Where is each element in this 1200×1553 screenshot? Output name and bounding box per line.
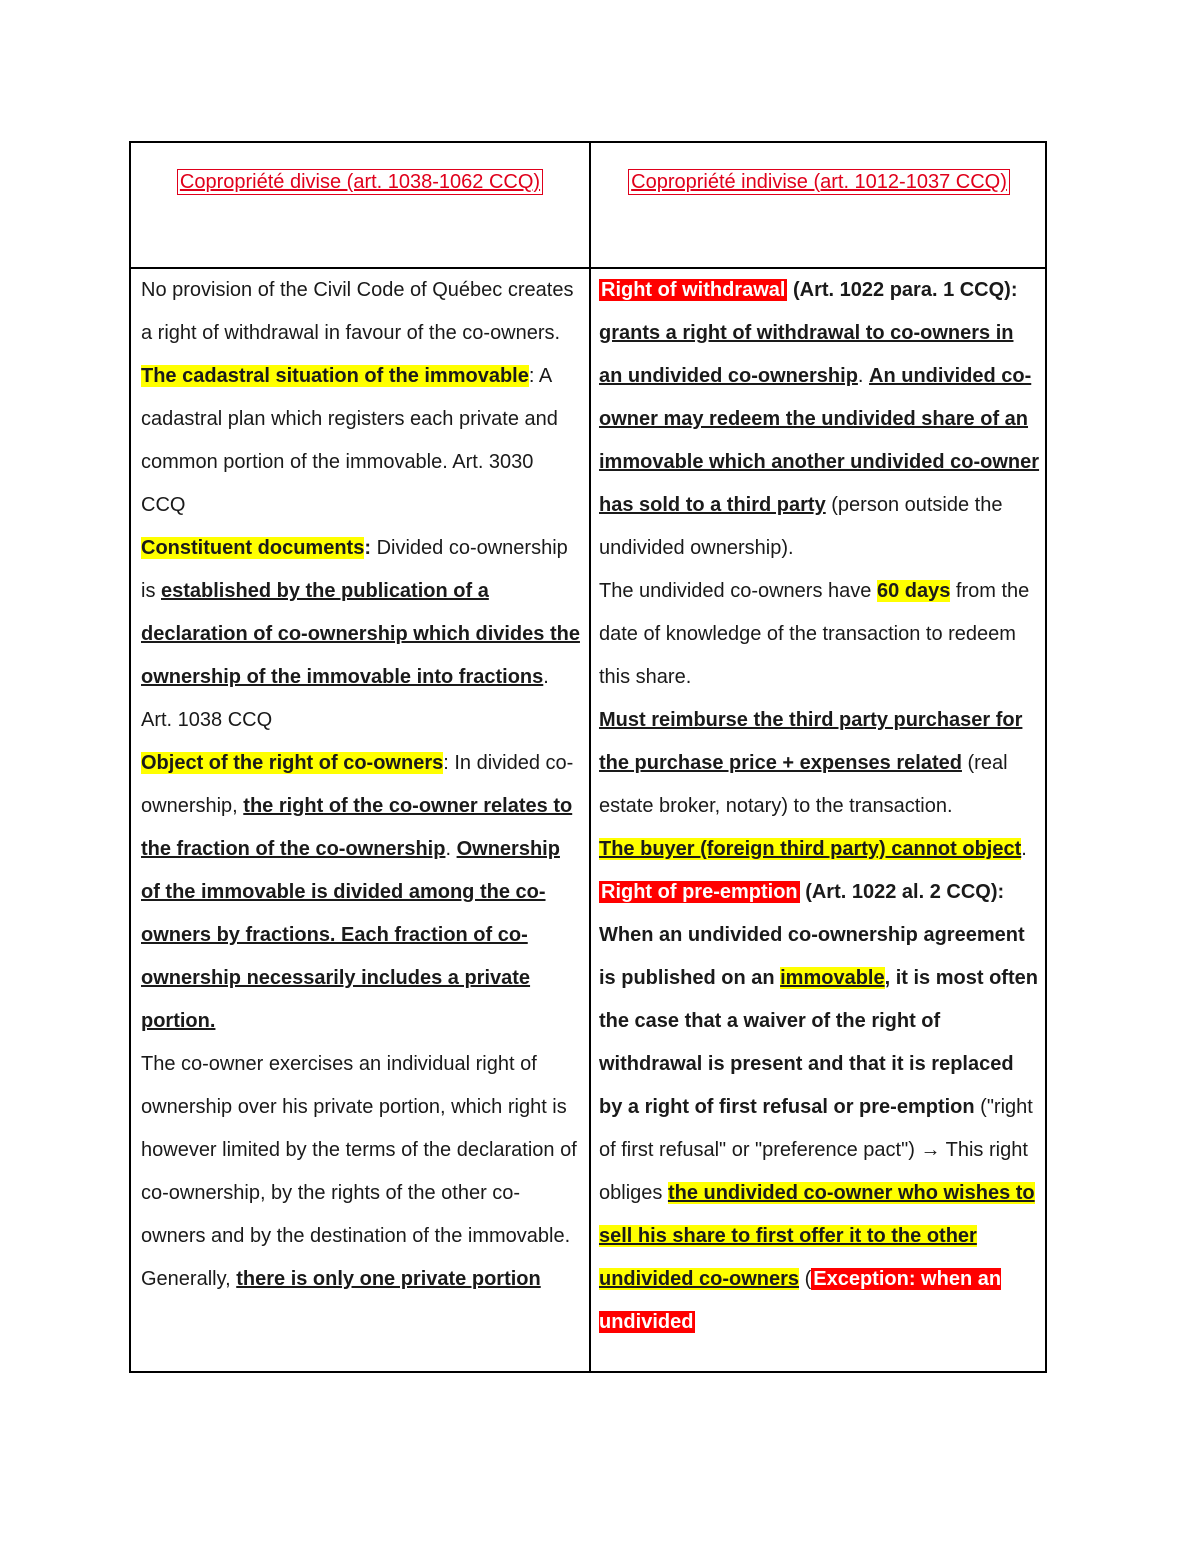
paragraph-cadastral: The cadastral situation of the immovable: A cadastral plan which registers each private and common portion of the immovable. Art. 3030 CCQ — [141, 365, 558, 516]
paragraph-right-of-preemption: Right of pre-emption (Art. 1022 al. 2 CCQ): When an undivided co-ownership agreement is published on an immovable, it is most often the case that a waiver of the right of withdrawal is present and that it is replaced by a right of first refusal or pre-emption ("right of first refusal" or "preference pact") → This right obliges the undivided co-owner who wishes to sell his share to first offer it to the other undivided co-owners ( Exception: when an undivided — [599, 881, 1038, 1333]
header-divided-coownership: Copropriété divise (art. 1038-1062 CCQ) — [131, 171, 589, 203]
paragraph-constituent-documents: Constituent documents: Divided co-ownership is established by the publication of a declaration of co-ownership which divides the ownership of the immovable into fractions. Art. 1038 CCQ — [141, 537, 580, 731]
paragraph-buyer-cannot-object: The buyer (foreign third party) cannot object. — [599, 838, 1027, 860]
divided-column — [141, 269, 581, 1371]
paragraph-sixty-days: The undivided co-owners have 60 days from the date of knowledge of the transaction to redeem this share. — [599, 580, 1030, 688]
comparison-table — [129, 141, 1047, 1373]
header-undivided-coownership: Copropriété indivise (art. 1012-1037 CCQ) — [591, 171, 1047, 203]
arrow-icon: → — [920, 1139, 941, 1161]
paragraph-reimburse: Must reimburse the third party purchaser for the purchase price + expenses related (real estate broker, notary) to the transaction. — [599, 709, 1023, 817]
column-divider — [589, 143, 591, 1371]
paragraph-object-of-right: Object of the right of co-owners: In divided co-ownership, the right of the co-owner relates to the fraction of the co-ownership. Ownership of the immovable is divided among the co-owners by fractions. Each fraction of co-ownership necessarily includes a private portion. — [141, 752, 574, 1032]
paragraph-right-of-withdrawal: Right of withdrawal (Art. 1022 para. 1 CCQ): grants a right of withdrawal to co-owners in an undivided co-ownership. An undivided co-owner may redeem the undivided share of an immovable which another undivided co-owner has sold to a third party (person outside the undivided ownership). — [599, 279, 1040, 559]
paragraph-individual-right: The co-owner exercises an individual right of ownership over his private portion, which right is however limited by the terms of the declaration of co-ownership, by the rights of the other co-owners and by the destination of the immovable. — [141, 1053, 577, 1247]
paragraph-private-portion: Generally, there is only one private portion — [141, 1268, 541, 1290]
undivided-column — [599, 269, 1041, 1371]
paragraph-no-withdrawal: No provision of the Civil Code of Québec creates a right of withdrawal in favour of the co-owners. — [141, 279, 574, 344]
